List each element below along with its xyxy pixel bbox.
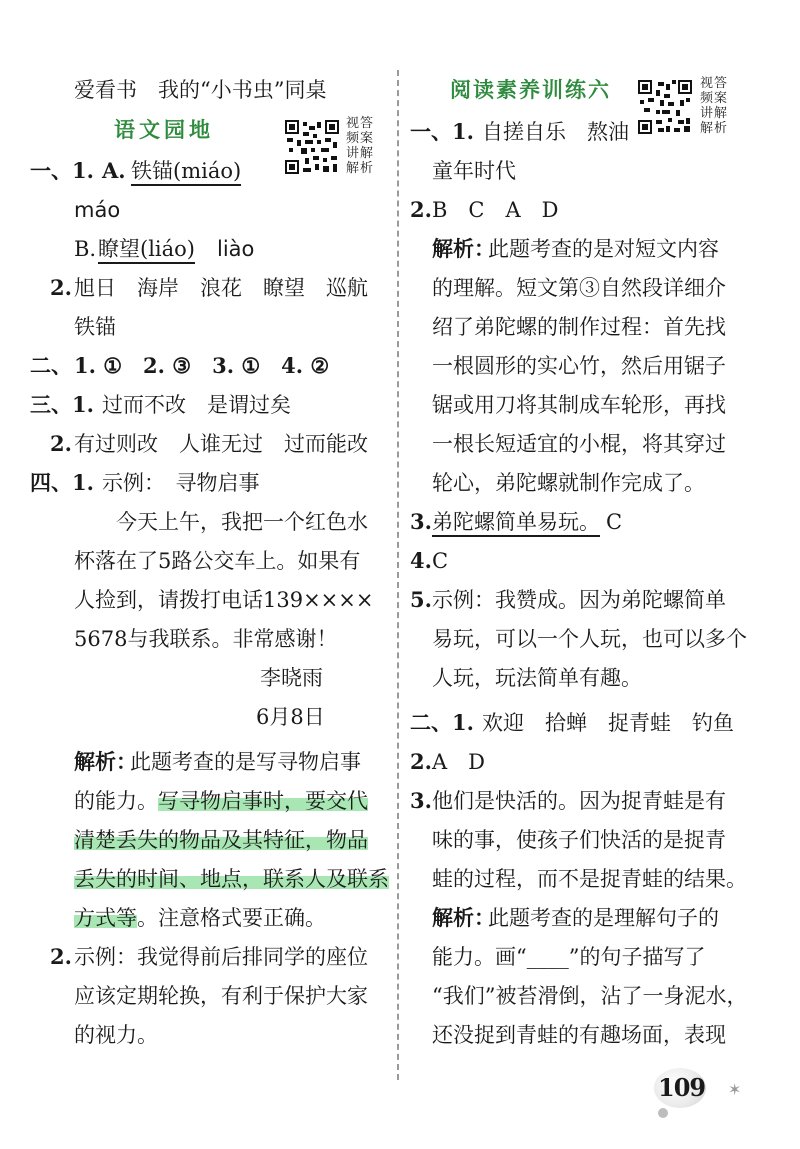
analysis-line2b-highlight: 写寻物启事时，要交代 <box>158 789 368 813</box>
q4-2-number: 2. <box>50 944 72 969</box>
q4-2-line1: 示例：我觉得前后排同学的座位 <box>74 945 368 969</box>
q1-1-option-b: B. <box>74 237 97 261</box>
r2-answers: B C A D <box>432 198 559 222</box>
r2-number: 2. <box>410 197 432 222</box>
header-line: 爱看书 我的“小书虫”同桌 <box>74 78 327 102</box>
q4-2-line2: 应该定期轮换，有利于保护大家 <box>74 984 368 1008</box>
r5-number: 5. <box>410 587 432 612</box>
analysis-line4-highlight: 丢失的时间、地点，联系人及联系 <box>74 867 389 891</box>
s2-number: 二、1. <box>410 710 474 735</box>
section-title: 语文园地 <box>114 117 214 142</box>
q1-1-number: 一、1. <box>30 158 94 183</box>
r1-line2: 童年时代 <box>432 159 516 183</box>
qr-code-graphic <box>283 118 341 176</box>
analysis-line5b: 。注意格式要正确。 <box>137 906 326 930</box>
q1-1-a-word: 铁锚(miáo) <box>131 159 241 186</box>
analysis1-line7: 轮心，弟陀螺就制作完成了。 <box>432 471 705 495</box>
notice-line3: 人捡到，请拨打电话139×××× <box>74 588 374 612</box>
s2-2-answers: A D <box>432 750 486 774</box>
section-title: 阅读素养训练六 <box>450 77 611 102</box>
q1-2-number: 2. <box>50 275 72 300</box>
q4-title: 示例： 寻物启事 <box>102 471 260 495</box>
analysis-line5a-highlight: 方式等 <box>74 906 137 930</box>
r5-line1: 示例：我赞成。因为弟陀螺简单 <box>432 588 726 612</box>
q1-2-line1: 旭日 海岸 浪花 瞭望 巡航 <box>74 276 368 300</box>
analysis1-line4: 一根圆形的实心竹，然后用锯子 <box>432 354 726 378</box>
r3-underlined-answer: 弟陀螺简单易玩。 <box>432 510 600 537</box>
r3-choice: C <box>606 510 623 534</box>
analysis1-line3: 绍了弟陀螺的制作过程：首先找 <box>432 315 726 339</box>
q4-number: 四、1. <box>30 470 94 495</box>
q3-number: 三、1. <box>30 392 94 417</box>
analysis-label: 解析： <box>74 749 137 774</box>
analysis-line1: 此题考查的是写寻物启事 <box>130 750 361 774</box>
q1-2-line2: 铁锚 <box>74 315 116 339</box>
qr-code-icon[interactable] <box>636 78 694 136</box>
qr-code-icon[interactable] <box>283 118 341 176</box>
q1-1-a-answer: máo <box>74 198 121 222</box>
q3-2-answer: 有过则改 人谁无过 过而能改 <box>74 432 368 456</box>
r4-number: 4. <box>410 548 432 573</box>
notice-signature: 李晓雨 <box>260 666 323 690</box>
analysis-line2a: 的能力。 <box>74 789 158 813</box>
analysis1-line1: 此题考查的是对短文内容 <box>488 237 719 261</box>
s2-3-number: 3. <box>410 788 432 813</box>
notice-line2: 杯落在了5路公交车上。如果有 <box>74 549 361 573</box>
s2-2-number: 2. <box>410 749 432 774</box>
q4-2-line3: 的视力。 <box>74 1023 158 1047</box>
notice-date: 6月8日 <box>256 705 325 729</box>
r5-line3: 人玩，玩法简单有趣。 <box>432 666 642 690</box>
s2-3-line3: 蛙的过程，而不是捉青蛙的结果。 <box>432 867 747 891</box>
notice-line4: 5678与我联系。非常感谢！ <box>74 627 338 651</box>
analysis2-line1: 此题考查的是理解句子的 <box>488 906 719 930</box>
analysis1-line5: 锯或用刀将其制成车轮形，再找 <box>432 393 726 417</box>
qr-label: 视答频案讲解解析 <box>700 76 729 136</box>
s2-3-line1: 他们是快活的。因为捉青蛙是有 <box>432 789 726 813</box>
q3-answer: 过而不改 是谓过矣 <box>102 393 291 417</box>
analysis-line3-highlight: 清楚丢失的物品及其特征，物品 <box>74 828 368 852</box>
analysis-label: 解析： <box>432 236 495 261</box>
analysis2-label: 解析： <box>432 905 495 930</box>
s2-answers: 欢迎 拾蝉 捉青蛙 钓鱼 <box>482 711 734 735</box>
r1-line1: 自搓自乐 熬油 <box>482 120 629 144</box>
analysis1-line6: 一根长短适宜的小棍，将其穿过 <box>432 432 726 456</box>
analysis2-line2: 能力。画“____”的句子描写了 <box>432 945 706 969</box>
page-number-badge <box>654 1068 708 1108</box>
qr-code-graphic <box>636 78 694 136</box>
star-icon: ✶ <box>728 1080 742 1099</box>
q1-1-b-answer: liào <box>217 237 255 261</box>
page-number: 109 <box>658 1073 706 1102</box>
analysis2-line4: 还没捉到青蛙的有趣场面，表现 <box>432 1023 726 1047</box>
notice-line1: 今天上午，我把一个红色水 <box>116 510 368 534</box>
q2-number: 二、 <box>30 353 72 378</box>
q3-2-number: 2. <box>50 431 72 456</box>
s2-3-line2: 味的事，使孩子们快活的是捉青 <box>432 828 726 852</box>
column-divider <box>397 70 399 1080</box>
analysis1-line2: 的理解。短文第③自然段详细介 <box>432 276 726 300</box>
analysis2-line3: “我们”被苔滑倒，沾了一身泥水， <box>432 984 748 1008</box>
dot-icon <box>658 1108 668 1118</box>
r3-number: 3. <box>410 509 432 534</box>
q2-answers: 1. ① 2. ③ 3. ① 4. ② <box>74 353 330 378</box>
r5-line2: 易玩，可以一个人玩，也可以多个 <box>432 627 747 651</box>
q1-1-b-word: 瞭望(liáo) <box>98 237 195 264</box>
q1-1-option-a: A. <box>102 158 126 183</box>
qr-label: 视答频案讲解解析 <box>346 116 375 176</box>
r4-choice: C <box>432 549 449 573</box>
r1-number: 一、1. <box>410 119 474 144</box>
